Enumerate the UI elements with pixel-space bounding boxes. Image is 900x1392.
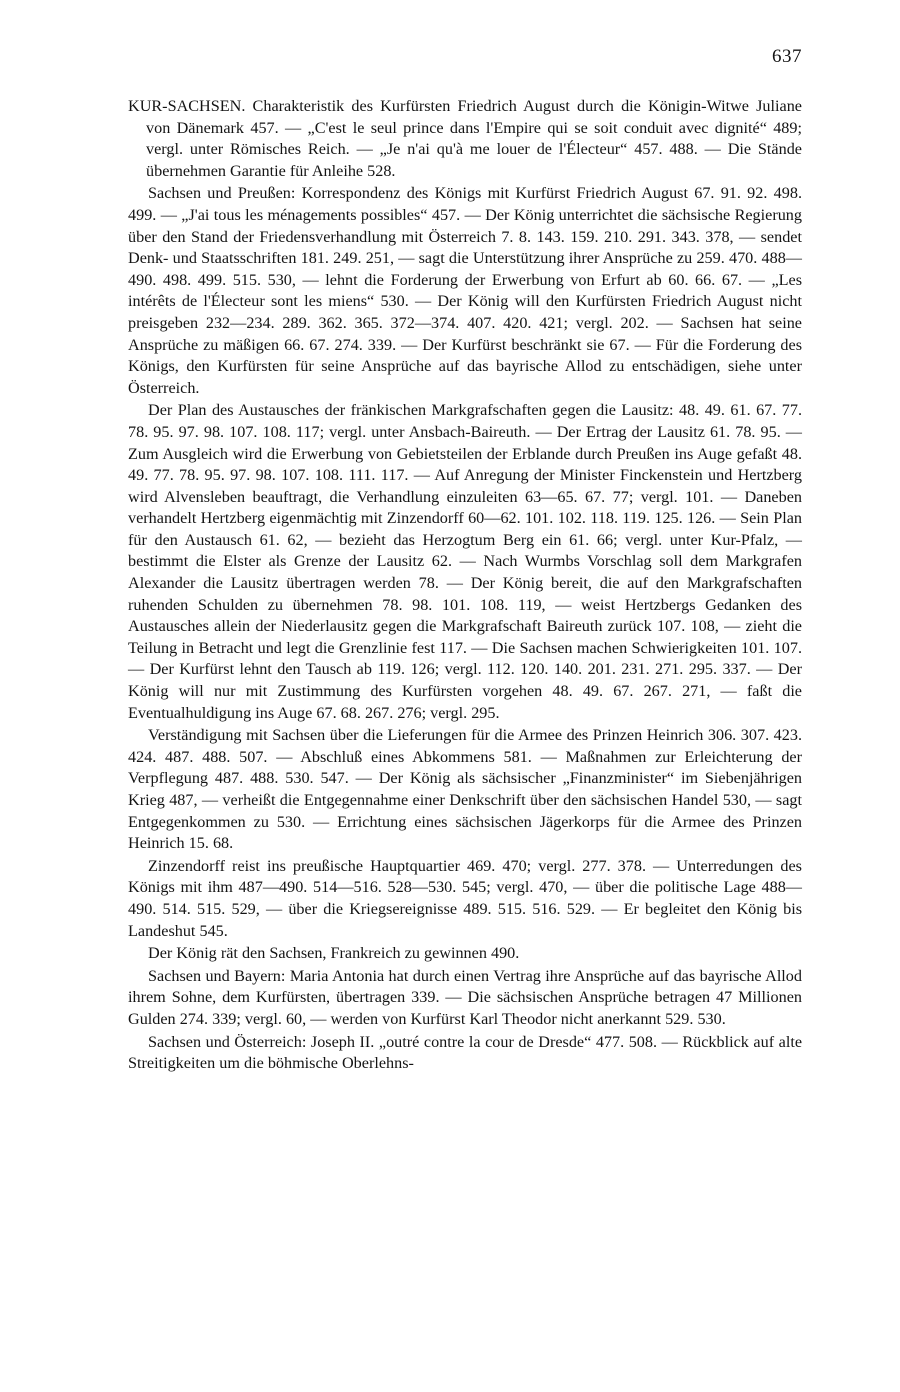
page-number: 637	[772, 46, 802, 67]
paragraph-characteristics: KUR-SACHSEN. Charakteristik des Kurfürsten Friedrich August durch die Königin-Witwe Juliane von Dänemark 457. — „C'est le seul prince dans l'Empire qui se soit conduit avec dignité“ 489; vergl. unter Römisches Reich. — „Je n'ai qu'à me louer de l'Électeur“ 457. 488. — Die Stände übernehmen Garantie für Anleihe 528.	[128, 97, 802, 180]
index-entry-kur-sachsen	[128, 96, 802, 1076]
paragraph-zinzendorff: Zinzendorff reist ins preußische Hauptquartier 469. 470; vergl. 277. 378. — Unterredungen des Königs mit ihm 487—490. 514—516. 528—530. 545; vergl. 470, — über die politische Lage 488—490. 514. 515. 529, — über die Kriegsereignisse 489. 515. 516. 529. — Er begleitet den König bis Landeshut 545.	[128, 856, 802, 940]
paragraph-exchange-plan: Der Plan des Austausches der fränkischen Markgrafschaften gegen die Lausitz: 48. 49. 61. 67. 77. 78. 95. 97. 98. 107. 108. 117; vergl. unter Ansbach-Baireuth. — Der Ertrag der Lausitz 61. 78. 95. — Zum Ausgleich wird die Erwerbung von Gebietsteilen der Erblande durch Preußen ins Auge gefaßt 48. 49. 77. 78. 95. 97. 98. 107. 108. 111. 117. — Auf Anregung der Minister Finckenstein und Hertzberg wird Alvensleben beauftragt, die Verhandlung einzuleiten 63—65. 67. 77; vergl. 101. — Daneben verhandelt Hertzberg eigenmächtig mit Zinzendorff 60—62. 101. 102. 118. 119. 125. 126. — Sein Plan für den Austausch 61. 62, — bezieht das Herzogtum Berg ein 61. 66; vergl. unter Kur-Pfalz, — bestimmt die Elster als Grenze der Lausitz 62. — Nach Wurmbs Vorschlag soll dem Markgrafen Alexander die Lausitz übertragen werden 78. — Der König bereit, die auf den Markgrafschaften ruhenden Schulden zu übernehmen 78. 98. 101. 108. 119, — weist Hertzbergs Gedanken des Austausches allein der Niederlausitz gegen die Markgrafschaft Baireuth zurück 107. 108, — zieht die Teilung in Betracht und legt die Grenzlinie fest 117. — Die Sachsen machen Schwierigkeiten 101. 107. — Der Kurfürst lehnt den Tausch ab 119. 126; vergl. 112. 120. 140. 201. 231. 271. 295. 337. — Der König will nur mit Zustimmung des Kurfürsten vorgehen 48. 49. 67. 267. 271, — faßt die Eventualhuldigung ins Auge 67. 68. 267. 276; vergl. 295.	[128, 401, 802, 722]
paragraph-sachsen-bayern: Sachsen und Bayern: Maria Antonia hat durch einen Vertrag ihre Ansprüche auf das bayrische Allod ihrem Sohne, dem Kurfürsten, übertragen 339. — Die sächsischen Ansprüche betragen 47 Millionen Gulden 274. 339; vergl. 60, — werden von Kurfürst Karl Theodor nicht anerkannt 529. 530.	[128, 966, 802, 1028]
paragraph-supply-agreement: Verständigung mit Sachsen über die Lieferungen für die Armee des Prinzen Heinrich 306. 307. 423. 424. 487. 488. 507. — Abschluß eines Abkommens 581. — Maßnahmen zur Erleichterung der Verpflegung 487. 488. 530. 547. — Der König als sächsischer „Finanzminister“ im Siebenjährigen Krieg 487, — verheißt die Entgegennahme einer Denkschrift über den sächsischen Handel 530, — sagt Entgegenkommen zu 530. — Errichtung eines sächsischen Jägerkorps für die Armee des Prinzen Heinrich 15. 68.	[128, 726, 802, 853]
paragraph-advice-france: Der König rät den Sachsen, Frankreich zu gewinnen 490.	[148, 944, 520, 963]
paragraph-sachsen-oesterreich: Sachsen und Österreich: Joseph II. „outré contre la cour de Dresde“ 477. 508. — Rückblick auf alte Streitigkeiten um die böhmische Oberlehns-	[128, 1032, 802, 1073]
paragraph-sachsen-preussen: Sachsen und Preußen: Korrespondenz des Königs mit Kurfürst Friedrich August 67. 91. 92. 498. 499. — „J'ai tous les ménagements possibles“ 457. — Der König unterrichtet die sächsische Regierung über den Stand der Friedensverhandlung mit Österreich 7. 8. 143. 159. 210. 291. 343. 378, — sendet Denk- und Staatsschriften 181. 249. 251, — sagt die Unterstützung ihrer Ansprüche zu 259. 470. 488—490. 498. 499. 515. 530, — lehnt die Forderung der Erwerbung von Erfurt ab 60. 66. 67. — „Les intérêts de l'Électeur sont les miens“ 530. — Der König will den Kurfürsten Friedrich August nicht preisgeben 232—234. 289. 362. 365. 372—374. 407. 420. 421; vergl. 202. — Sachsen hat seine Ansprüche zu mäßigen 66. 67. 274. 339. — Der Kurfürst beschränkt sie 67. — Für die Forderung des Königs, den Kurfürsten für seine Ansprüche auf das bayrische Allod zu entschädigen, siehe unter Österreich.	[128, 184, 802, 397]
